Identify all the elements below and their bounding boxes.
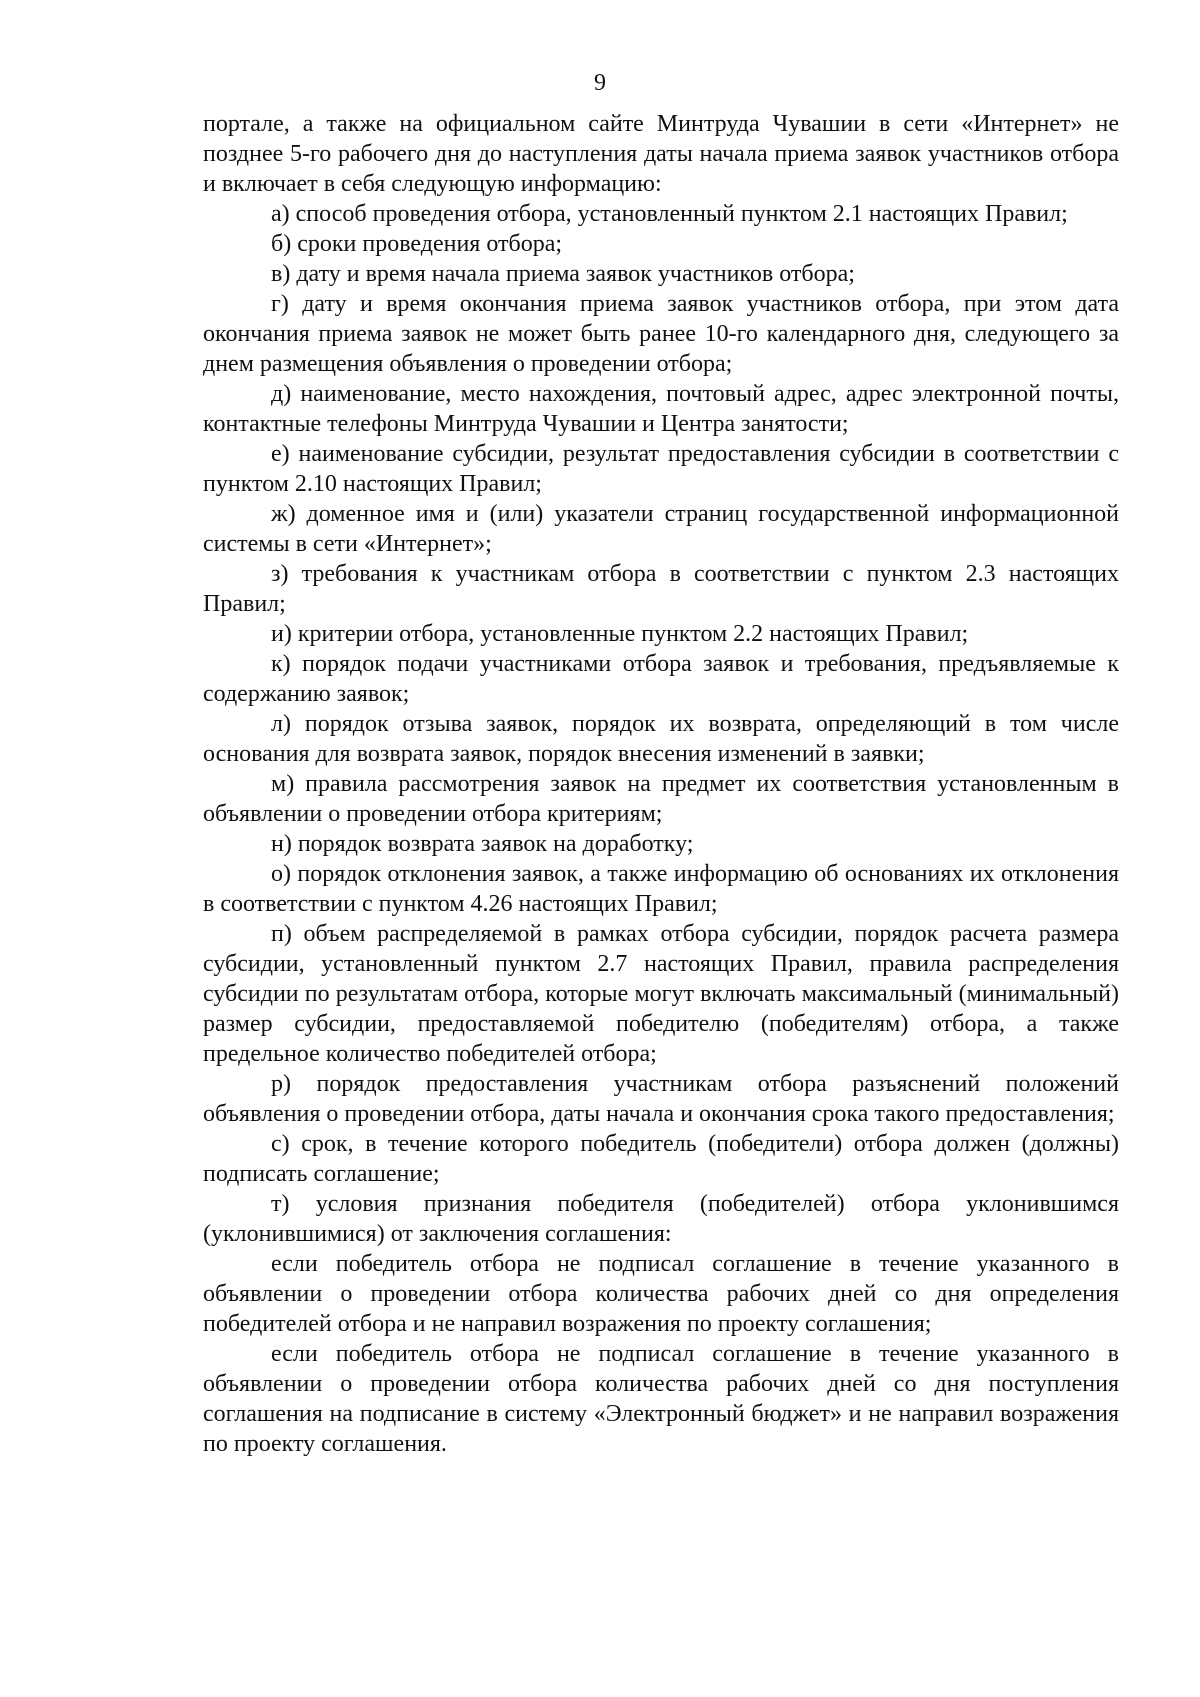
list-item-d: д) наименование, место нахождения, почтовый адрес, адрес электронной почты, контактные телефоны Минтруда Чувашии и Центра занятости; (203, 381, 1119, 437)
paragraph-continuation: портале, а также на официальном сайте Минтруда Чувашии в сети «Интернет» не позднее 5-го рабочего дня до наступления даты начала приема заявок участников отбора и включает в себя следующую информацию: (203, 111, 1119, 197)
list-item-s: с) срок, в течение которого победитель (победители) отбора должен (должны) подписать соглашение; (203, 1131, 1119, 1187)
list-item-l: л) порядок отзыва заявок, порядок их возврата, определяющий в том числе основания для возврата заявок, порядок внесения изменений в заявки; (203, 711, 1119, 767)
document-body (203, 109, 1119, 1459)
page-number: 9 (594, 70, 606, 96)
list-item-o: о) порядок отклонения заявок, а также информацию об основаниях их отклонения в соответствии с пунктом 4.26 настоящих Правил; (203, 861, 1119, 917)
list-item-n: н) порядок возврата заявок на доработку; (271, 831, 694, 857)
list-item-b: б) сроки проведения отбора; (271, 231, 563, 257)
list-item-zh: ж) доменное имя и (или) указатели страниц государственной информационной системы в сети «Интернет»; (203, 501, 1119, 557)
list-item-v: в) дату и время начала приема заявок участников отбора; (271, 261, 855, 287)
list-item-p: п) объем распределяемой в рамках отбора субсидии, порядок расчета размера субсидии, установленный пунктом 2.7 настоящих Правил, правила распределения субсидии по результатам отбора, которые могут включать максимальный (минимальный) размер субсидии, предоставляемой победителю (победителям) отбора, а также предельное количество победителей отбора; (203, 921, 1119, 1067)
list-item-r: р) порядок предоставления участникам отбора разъяснений положений объявления о проведении отбора, даты начала и окончания срока такого предоставления; (203, 1071, 1119, 1127)
list-item-z: з) требования к участникам отбора в соответствии с пунктом 2.3 настоящих Правил; (203, 561, 1119, 617)
list-item-t: т) условия признания победителя (победителей) отбора уклонившимся (уклонившимися) от заключения соглашения: (203, 1191, 1119, 1247)
list-item-e: е) наименование субсидии, результат предоставления субсидии в соответствии с пунктом 2.10 настоящих Правил; (203, 441, 1119, 497)
list-item-g: г) дату и время окончания приема заявок участников отбора, при этом дата окончания приема заявок не может быть ранее 10-го календарного дня, следующего за днем размещения объявления о проведении отбора; (203, 291, 1119, 377)
list-item-i: и) критерии отбора, установленные пунктом 2.2 настоящих Правил; (271, 621, 969, 647)
condition-paragraph-2: если победитель отбора не подписал соглашение в течение указанного в объявлении о проведении отбора количества рабочих дней со дня поступления соглашения на подписание в систему «Электронный бюджет» и не направил возражения по проекту соглашения. (203, 1341, 1119, 1457)
list-item-a: а) способ проведения отбора, установленный пунктом 2.1 настоящих Правил; (271, 201, 1068, 227)
condition-paragraph-1: если победитель отбора не подписал соглашение в течение указанного в объявлении о проведении отбора количества рабочих дней со дня определения победителей отбора и не направил возражения по проекту соглашения; (203, 1251, 1119, 1337)
list-item-m: м) правила рассмотрения заявок на предмет их соответствия установленным в объявлении о проведении отбора критериям; (203, 771, 1119, 827)
list-item-k: к) порядок подачи участниками отбора заявок и требования, предъявляемые к содержанию заявок; (203, 651, 1119, 707)
